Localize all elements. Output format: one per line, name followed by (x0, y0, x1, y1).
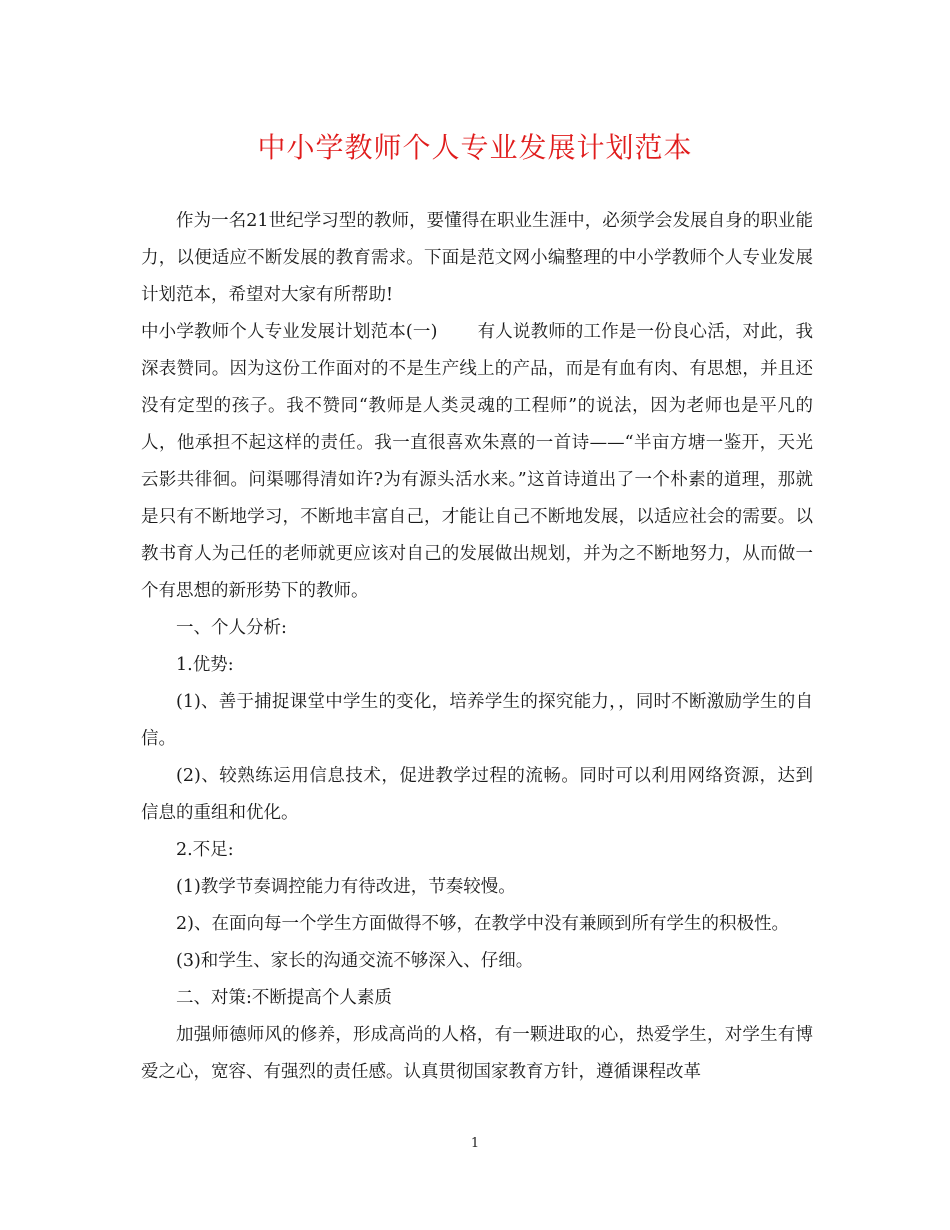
section1-heading: 中小学教师个人专业发展计划范本(一) (141, 322, 438, 342)
intro-paragraph: 作为一名21世纪学习型的教师，要懂得在职业生涯中，必须学会发展自身的职业能力，以便适应不断发展的教育需求。下面是范文网小编整理的中小学教师个人专业发展计划范本，希望对大家有所帮助! (141, 211, 813, 305)
weakness-item-2: 2)、在面向每一个学生方面做得不够，在教学中没有兼顾到所有学生的积极性。 (176, 914, 789, 934)
weakness-item-1: (1)教学节奏调控能力有待改进，节奏较慢。 (176, 877, 516, 897)
section1-paragraph (141, 314, 813, 610)
heading-measures: 二、对策:不断提高个人素质 (176, 988, 392, 1008)
document-title: 中小学教师个人专业发展计划范本 (257, 131, 693, 164)
measures-paragraph: 加强师德师风的修养，形成高尚的人格，有一颗进取的心，热爱学生，对学生有博爱之心，宽容、有强烈的责任感。认真贯彻国家教育方针，遵循课程改革 (141, 1025, 813, 1082)
strength-item-1: (1)、善于捕捉课堂中学生的变化，培养学生的探究能力，，同时不断激励学生的自信。 (141, 692, 813, 749)
heading-strengths: 1.优势: (176, 655, 234, 675)
section1-text: 有人说教师的工作是一份良心活，对此，我深表赞同。因为这份工作面对的不是生产线上的产品，而是有血有肉、有思想，并且还没有定型的孩子。我不赞同“教师是人类灵魂的工程师”的说法，因为老师也是平凡的人，他承担不起这样的责任。我一直很喜欢朱熹的一首诗——“半亩方塘一鉴开，天光云影共徘徊。问渠哪得清如许?为有源头活水来。”这首诗道出了一个朴素的道理，那就是只有不断地学习，不断地丰富自己，才能让自己不断地发展，以适应社会的需要。以教书育人为己任的老师就更应该对自己的发展做出规划，并为之不断地努力，从而做一个有思想的新形势下的教师。 (141, 322, 814, 601)
strength-item-2: (2)、较熟练运用信息技术，促进教学过程的流畅。同时可以利用网络资源，达到信息的重组和优化。 (141, 766, 813, 823)
document-body (141, 203, 813, 1091)
page-number: 1 (470, 1136, 480, 1151)
heading-analysis: 一、个人分析: (176, 618, 287, 638)
weakness-item-3: (3)和学生、家长的沟通交流不够深入、仔细。 (176, 951, 534, 971)
heading-weaknesses: 2.不足: (176, 840, 234, 860)
